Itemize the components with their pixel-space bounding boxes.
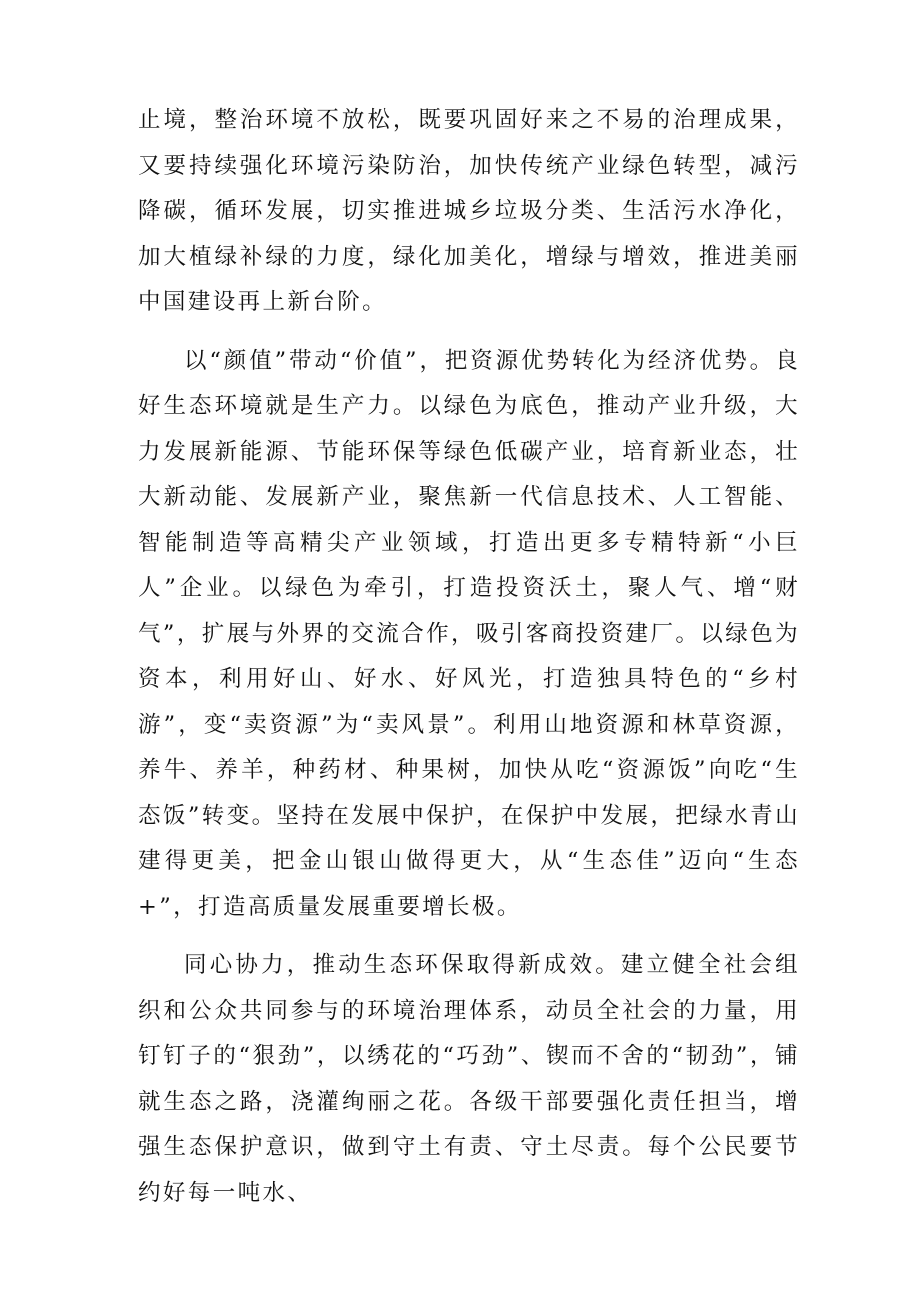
document-page: [138, 98, 800, 1216]
paragraph-economic-value: 以“颜值”带动“价值”，把资源优势转化为经济优势。良好生态环境就是生产力。以绿色为底色，推动产业升级，大力发展新能源、节能环保等绿色低碳产业，培育新业态，壮大新动能、发展新产业，聚焦新一代信息技术、人工智能、智能制造等高精尖产业领域，打造出更多专精特新“小巨人”企业。以绿色为牵引，打造投资沃土，聚人气、增“财气”，扩展与外界的交流合作，吸引客商投资建厂。以绿色为资本，利用好山、好水、好风光，打造独具特色的“乡村游”，变“卖资源”为“卖风景”。利用山地资源和林草资源，养牛、养羊，种药材、种果树，加快从吃“资源饭”向吃“生态饭”转变。坚持在发展中保护，在保护中发展，把绿水青山建得更美，把金山银山做得更大，从“生态佳”迈向“生态+”，打造高质量发展重要增长极。: [138, 347, 800, 920]
paragraph-joint-effort: 同心协力，推动生态环保取得新成效。建立健全社会组织和公众共同参与的环境治理体系，动员全社会的力量，用钉钉子的“狠劲”，以绣花的“巧劲”、锲而不舍的“韧劲”，铺就生态之路，浇灌绚丽之花。各级干部要强化责任担当，增强生态保护意识，做到守土有责、守土尽责。每个公民要节约好每一吨水、: [138, 952, 800, 1206]
paragraph-continuation: 止境，整治环境不放松，既要巩固好来之不易的治理成果，又要持续强化环境污染防治，加快传统产业绿色转型，减污降碳，循环发展，切实推进城乡垃圾分类、生活污水净化，加大植绿补绿的力度，绿化加美化，增绿与增效，推进美丽中国建设再上新台阶。: [138, 107, 800, 315]
